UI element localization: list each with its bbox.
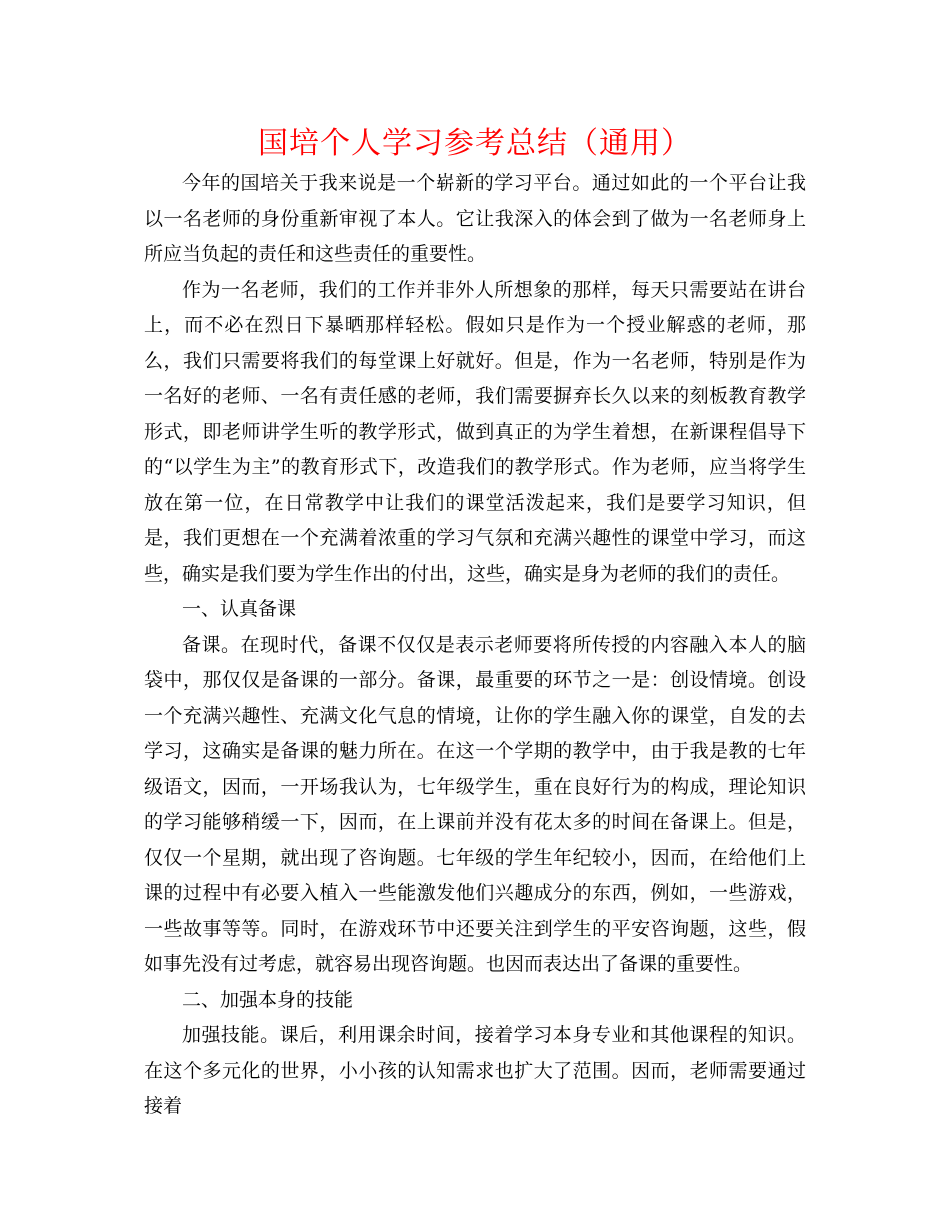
- paragraph-skills: 加强技能。课后，利用课余时间，接着学习本身专业和其他课程的知识。在这个多元化的世界，小小孩的认知需求也扩大了范围。因而，老师需要通过接着: [144, 1024, 806, 1117]
- paragraph-teacher-role: 作为一名老师，我们的工作并非外人所想象的那样，每天只需要站在讲台上，而不必在烈日下暴晒那样轻松。假如只是作为一个授业解惑的老师，那么，我们只需要将我们的每堂课上好就好。但是，作为一名老师，特别是作为一名好的老师、一名有责任感的老师，我们需要摒弃长久以来的刻板教育教学形式，即老师讲学生听的教学形式，做到真正的为学生着想，在新课程倡导下的“以学生为主”的教育形式下，改造我们的教学形式。作为老师，应当将学生放在第一位，在日常教学中让我们的课堂活泼起来，我们是要学习知识，但是，我们更想在一个充满着浓重的学习气氛和充满兴趣性的课堂中学习，而这些，确实是我们要为学生作出的付出，这些，确实是身为老师的我们的责任。: [144, 278, 806, 585]
- document-title: 国培个人学习参考总结（通用）: [258, 126, 692, 161]
- section-heading-skills: 二、加强本身的技能: [182, 988, 354, 1011]
- paragraph-intro: 今年的国培关于我来说是一个崭新的学习平台。通过如此的一个平台让我以一名老师的身份重新审视了本人。它让我深入的体会到了做为一名老师身上所应当负起的责任和这些责任的重要性。: [144, 172, 806, 265]
- document-body: [144, 166, 806, 1125]
- paragraph-lesson-prep: 备课。在现时代，备课不仅仅是表示老师要将所传授的内容融入本人的脑袋中，那仅仅是备课的一部分。备课，最重要的环节之一是：创设情境。创设一个充满兴趣性、充满文化气息的情境，让你的学生融入你的课堂，自发的去学习，这确实是备课的魅力所在。在这一个学期的教学中，由于我是教的七年级语文，因而，一开场我认为，七年级学生，重在良好行为的构成，理论知识的学习能够稍缓一下，因而，在上课前并没有花太多的时间在备课上。但是，仅仅一个星期，就出现了咨询题。七年级的学生年纪较小，因而，在给他们上课的过程中有必要入植入一些能激发他们兴趣成分的东西，例如，一些游戏，一些故事等等。同时，在游戏环节中还要关注到学生的平安咨询题，这些，假如事先没有过考虑，就容易出现咨询题。也因而表达出了备课的重要性。: [144, 633, 806, 975]
- section-heading-lesson-prep: 一、认真备课: [182, 598, 297, 620]
